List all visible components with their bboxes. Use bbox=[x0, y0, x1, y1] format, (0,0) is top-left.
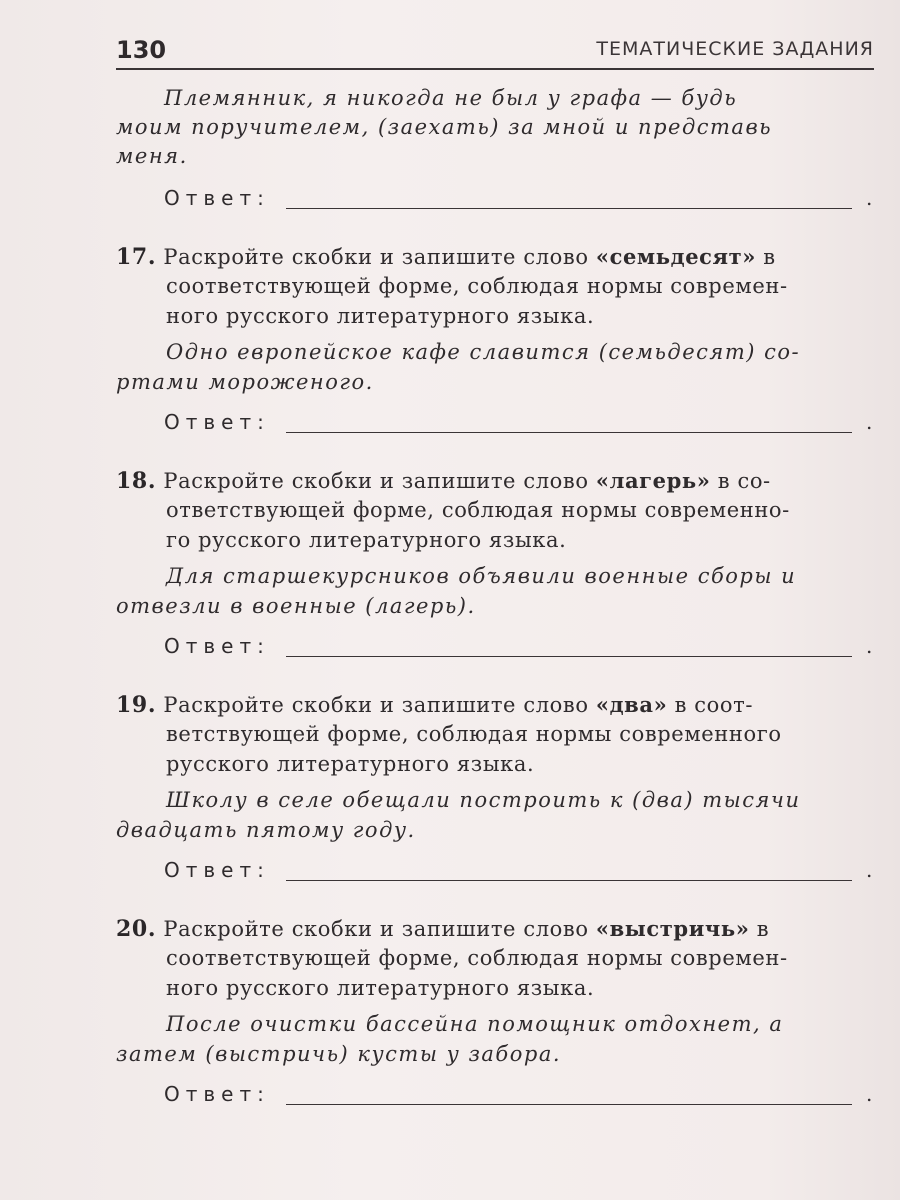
example-line: Для старшекурсников объявили военные сборы и bbox=[166, 564, 797, 588]
task-line: ответствующей форме, соблюдая нормы современно- bbox=[166, 498, 790, 522]
example-line: Школу в селе обещали построить к (два) тысячи bbox=[166, 788, 801, 812]
task-line: соответствующей форме, соблюдая нормы современ- bbox=[166, 946, 788, 970]
answer-blank[interactable] bbox=[286, 1104, 852, 1105]
answer-row bbox=[164, 1082, 876, 1112]
answer-blank[interactable] bbox=[286, 880, 852, 881]
example-line: После очистки бассейна помощник отдохнет, а bbox=[166, 1012, 784, 1036]
task-first-line bbox=[116, 468, 771, 494]
example-line: Племянник, я никогда не был у графа — будь bbox=[164, 86, 738, 110]
task-line: го русского литературного языка. bbox=[166, 528, 567, 552]
task-text: Раскройте скобки и запишите слово bbox=[163, 245, 596, 269]
task-word: «выстричь» bbox=[595, 916, 750, 941]
task-number: 17. bbox=[116, 244, 157, 270]
answer-label: Ответ: bbox=[164, 186, 270, 210]
answer-row bbox=[164, 858, 876, 888]
page-header bbox=[116, 34, 874, 70]
task-first-line bbox=[116, 692, 753, 718]
answer-label: Ответ: bbox=[164, 1082, 270, 1106]
task-word: «два» bbox=[595, 692, 668, 717]
task-line: ного русского литературного языка. bbox=[166, 976, 595, 1000]
task-number: 18. bbox=[116, 468, 157, 494]
task-text: Раскройте скобки и запишите слово bbox=[163, 693, 596, 717]
example-line: двадцать пятому году. bbox=[116, 818, 416, 842]
task-text: в соот- bbox=[667, 693, 754, 717]
example-line: отвезли в военные (лагерь). bbox=[116, 594, 476, 618]
task-first-line bbox=[116, 244, 776, 270]
task-text: в bbox=[756, 245, 776, 269]
example-line: меня. bbox=[116, 144, 188, 168]
example-line: моим поручителем, (заехать) за мной и представь bbox=[116, 115, 773, 139]
example-line: ртами мороженого. bbox=[116, 370, 374, 394]
answer-period: . bbox=[866, 1082, 873, 1106]
task-word: «семьдесят» bbox=[595, 244, 757, 269]
task-text: в bbox=[749, 917, 770, 941]
task-number: 19. bbox=[116, 692, 157, 718]
answer-period: . bbox=[866, 634, 873, 658]
example-line: затем (выстричь) кусты у забора. bbox=[116, 1042, 562, 1066]
answer-period: . bbox=[866, 410, 873, 434]
task-text: в со- bbox=[710, 469, 771, 493]
answer-label: Ответ: bbox=[164, 410, 270, 434]
task-text: Раскройте скобки и запишите слово bbox=[163, 917, 596, 941]
answer-label: Ответ: bbox=[164, 634, 270, 658]
task-first-line bbox=[116, 916, 769, 942]
page-number: 130 bbox=[116, 36, 167, 64]
answer-label: Ответ: bbox=[164, 858, 270, 882]
answer-blank[interactable] bbox=[286, 432, 852, 433]
task-number: 20. bbox=[116, 916, 157, 942]
task-line: ветствующей форме, соблюдая нормы современного bbox=[166, 722, 782, 746]
running-title: ТЕМАТИЧЕСКИЕ ЗАДАНИЯ bbox=[596, 38, 874, 60]
answer-row bbox=[164, 186, 876, 216]
task-line: русского литературного языка. bbox=[166, 752, 535, 776]
answer-blank[interactable] bbox=[286, 208, 852, 209]
example-line: Одно европейское кафе славится (семьдесят) со- bbox=[166, 340, 801, 364]
task-line: соответствующей форме, соблюдая нормы современ- bbox=[166, 274, 788, 298]
task-text: Раскройте скобки и запишите слово bbox=[163, 469, 596, 493]
task-line: ного русского литературного языка. bbox=[166, 304, 595, 328]
answer-row bbox=[164, 634, 876, 664]
answer-period: . bbox=[866, 186, 873, 210]
answer-row bbox=[164, 410, 876, 440]
answer-blank[interactable] bbox=[286, 656, 852, 657]
answer-period: . bbox=[866, 858, 873, 882]
task-word: «лагерь» bbox=[595, 468, 711, 493]
